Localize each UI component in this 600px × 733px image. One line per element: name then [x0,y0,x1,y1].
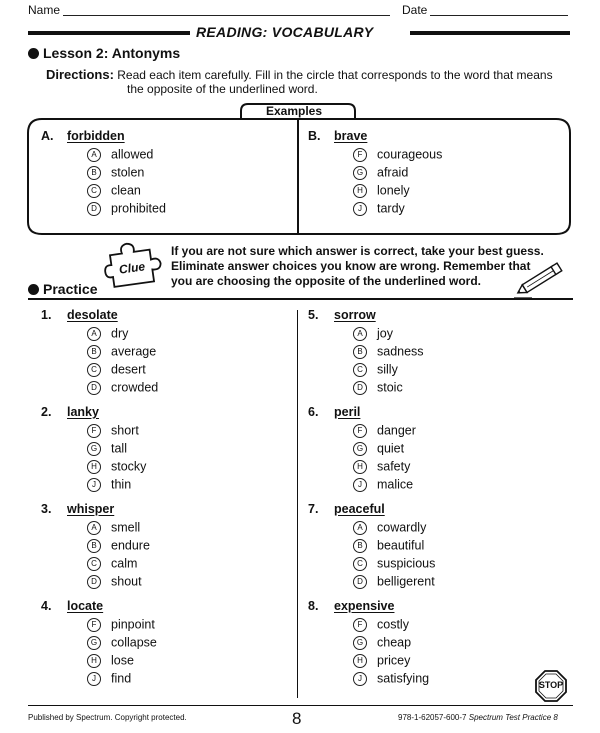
footer-rule [28,705,573,706]
option-label: find [111,671,132,686]
answer-option[interactable] [353,380,403,396]
directions-line2: the opposite of the underlined word. [127,82,318,96]
option-label: lonely [377,183,410,198]
answer-option[interactable] [353,423,416,439]
answer-option[interactable] [87,538,150,554]
answer-option[interactable] [353,635,411,651]
option-label: smell [111,520,141,535]
question-number: 1. [41,308,52,322]
answer-bubble-icon[interactable]: G [353,442,367,456]
option-label: belligerent [377,574,435,589]
option-label: calm [111,556,138,571]
answer-bubble-icon[interactable]: C [87,557,101,571]
option-label: pricey [377,653,411,668]
answer-option[interactable] [353,617,409,633]
answer-option[interactable] [87,380,158,396]
option-label: suspicious [377,556,436,571]
question-number: 7. [308,502,319,516]
footer-book-info [398,713,558,722]
option-label: stoic [377,380,403,395]
option-label: afraid [377,165,409,180]
option-label: tall [111,441,127,456]
option-label: cheap [377,635,412,650]
option-label: malice [377,477,414,492]
directions-label: Directions: [46,67,114,82]
answer-bubble-icon[interactable]: A [353,327,367,341]
question-word: peaceful [334,502,385,516]
answer-bubble-icon[interactable]: B [353,345,367,359]
answer-bubble-icon[interactable]: C [87,184,101,198]
answer-bubble-icon[interactable]: A [87,148,101,162]
option-label: safety [377,459,411,474]
question-word: locate [67,599,104,613]
answer-option[interactable] [87,183,141,199]
question-word: desolate [67,308,118,322]
lesson-heading-text: Lesson 2: Antonyms [43,45,181,61]
option-label: crowded [111,380,159,395]
example-a-word: forbidden [67,129,125,143]
option-label: costly [377,617,409,632]
option-label: endure [111,538,150,553]
option-label: dry [111,326,129,341]
question-number: 4. [41,599,52,613]
footer-isbn: 978-1-62057-600-7 [398,713,467,722]
answer-bubble-icon[interactable]: C [87,363,101,377]
answer-option[interactable] [353,362,398,378]
answer-option[interactable] [353,556,435,572]
question-number: 3. [41,502,52,516]
option-label: thin [111,477,132,492]
option-label: danger [377,423,416,438]
answer-bubble-icon[interactable]: G [353,636,367,650]
answer-option[interactable] [87,165,144,181]
answer-bubble-icon[interactable]: J [353,202,367,216]
date-label: Date [402,3,428,17]
option-label: stolen [111,165,145,180]
answer-bubble-icon[interactable]: H [353,460,367,474]
option-label: clean [111,183,141,198]
answer-bubble-icon[interactable]: F [87,618,101,632]
footer-copyright: Published by Spectrum. Copyright protected. [28,713,187,722]
answer-bubble-icon[interactable]: J [87,478,101,492]
answer-bubble-icon[interactable]: J [353,478,367,492]
answer-option[interactable] [353,165,408,181]
answer-bubble-icon[interactable]: F [353,148,367,162]
answer-bubble-icon[interactable]: A [87,327,101,341]
answer-option[interactable] [87,459,146,475]
question-number: 8. [308,599,319,613]
answer-option[interactable] [87,441,127,457]
page-number: 8 [292,709,302,728]
option-label: desert [111,362,146,377]
question-word: lanky [67,405,99,419]
pencil-icon [512,258,570,300]
title-rule-left [28,31,190,35]
question-word: peril [334,405,361,419]
title-rule-right [410,31,570,35]
question-number: 5. [308,308,319,322]
answer-option[interactable] [353,477,413,493]
answer-option[interactable] [353,459,410,475]
answer-bubble-icon[interactable]: A [353,521,367,535]
practice-heading [28,281,97,297]
question-word: sorrow [334,308,376,322]
clue-line1: If you are not sure which answer is correct, take your best guess. [171,244,544,258]
answer-bubble-icon[interactable]: G [353,166,367,180]
answer-option[interactable] [87,477,131,493]
answer-option[interactable] [87,423,139,439]
column-divider [297,310,298,698]
bullet-icon [28,48,39,59]
answer-bubble-icon[interactable]: G [87,636,101,650]
answer-option[interactable] [353,326,393,342]
answer-option[interactable] [353,441,404,457]
option-label: cowardly [377,520,427,535]
name-line[interactable] [63,15,390,16]
answer-option[interactable] [87,520,140,536]
examples-tab-label: Examples [266,104,323,118]
answer-option[interactable] [87,326,128,342]
answer-bubble-icon[interactable]: B [87,166,101,180]
option-label: joy [377,326,393,341]
option-label: pinpoint [111,617,155,632]
answer-bubble-icon[interactable]: F [87,424,101,438]
answer-option[interactable] [353,671,429,687]
answer-bubble-icon[interactable]: H [353,654,367,668]
answer-bubble-icon[interactable]: C [353,363,367,377]
answer-bubble-icon[interactable]: F [353,424,367,438]
answer-option[interactable] [87,556,137,572]
practice-heading-text: Practice [43,281,98,297]
answer-option[interactable] [353,538,424,554]
directions-line1 [46,67,553,83]
answer-option[interactable] [353,574,435,590]
option-label: tardy [377,201,405,216]
answer-option[interactable] [353,147,442,163]
answer-bubble-icon[interactable]: H [87,460,101,474]
question-word: expensive [334,599,395,613]
answer-bubble-icon[interactable]: F [353,618,367,632]
date-line[interactable] [430,15,568,16]
answer-bubble-icon[interactable]: H [353,184,367,198]
answer-option[interactable] [353,344,424,360]
answer-option[interactable] [87,147,153,163]
answer-bubble-icon[interactable]: J [87,672,101,686]
page-title: READING: VOCABULARY [196,24,374,40]
answer-bubble-icon[interactable]: B [87,539,101,553]
answer-option[interactable] [87,653,134,669]
lesson-heading [28,45,180,61]
answer-option[interactable] [353,183,410,199]
question-number: 2. [41,405,52,419]
bullet-icon [28,284,39,295]
answer-option[interactable] [87,362,146,378]
clue-badge-text: Clue [118,259,146,277]
example-b-word: brave [334,129,368,143]
name-label: Name [28,3,61,17]
question-word: whisper [67,502,115,516]
option-label: allowed [111,147,154,162]
option-label: beautiful [377,538,425,553]
practice-rule [28,298,573,300]
option-label: silly [377,362,398,377]
answer-option[interactable] [87,574,142,590]
answer-bubble-icon[interactable]: A [87,521,101,535]
answer-bubble-icon[interactable]: B [353,539,367,553]
answer-bubble-icon[interactable]: D [87,202,101,216]
option-label: quiet [377,441,405,456]
option-label: stocky [111,459,147,474]
answer-option[interactable] [87,344,156,360]
answer-bubble-icon[interactable]: G [87,442,101,456]
answer-bubble-icon[interactable]: B [87,345,101,359]
answer-option[interactable] [353,653,410,669]
option-label: shout [111,574,142,589]
option-label: average [111,344,157,359]
answer-bubble-icon[interactable]: C [353,557,367,571]
option-label: collapse [111,635,157,650]
answer-bubble-icon[interactable]: J [353,672,367,686]
answer-option[interactable] [353,520,426,536]
clue-line2: Eliminate answer choices you know are wrong. Remember that [171,259,531,273]
answer-option[interactable] [353,201,405,217]
answer-option[interactable] [87,617,155,633]
stop-sign-text: STOP [538,680,564,690]
answer-bubble-icon[interactable]: D [87,575,101,589]
clue-line3: you are choosing the opposite of the underlined word. [171,274,482,288]
question-number: 6. [308,405,319,419]
option-label: short [111,423,139,438]
footer-book-title: Spectrum Test Practice 8 [468,713,558,722]
option-label: prohibited [111,201,166,216]
answer-option[interactable] [87,671,131,687]
option-label: lose [111,653,134,668]
answer-bubble-icon[interactable]: D [353,575,367,589]
answer-bubble-icon[interactable]: H [87,654,101,668]
example-a-number: A. [41,129,54,143]
answer-option[interactable] [87,635,157,651]
answer-bubble-icon[interactable]: D [87,381,101,395]
directions-text-1: Read each item carefully. Fill in the circle that corresponds to the word that means [117,68,553,82]
example-b-number: B. [308,129,321,143]
answer-option[interactable] [87,201,166,217]
option-label: satisfying [377,671,430,686]
option-label: courageous [377,147,443,162]
answer-bubble-icon[interactable]: D [353,381,367,395]
option-label: sadness [377,344,424,359]
